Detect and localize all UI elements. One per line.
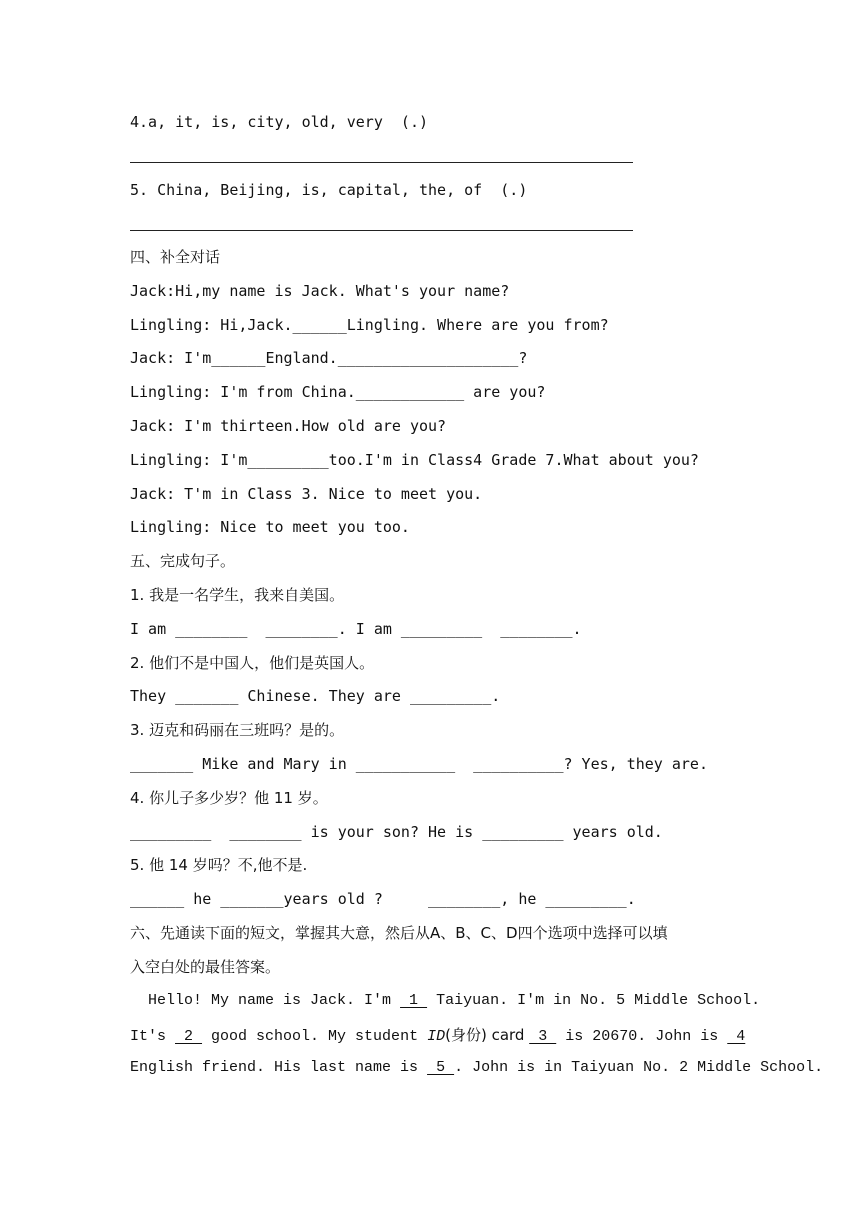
section-6-heading-cont: 入空白处的最佳答案。 [130, 958, 281, 976]
dialogue-line: Jack: I'm______England.____________________? [130, 349, 528, 367]
blank-2: 2 [175, 1028, 203, 1045]
section-6-heading: 六、先通读下面的短文，掌握其大意，然后从A、B、C、D四个选项中选择可以填 [130, 924, 668, 942]
sentence-3-chinese: 3. 迈克和码丽在三班吗？是的。 [130, 721, 345, 739]
sentence-5-english: ______ he _______years old ? ________, he _________. [130, 890, 636, 908]
sentence-4-english: _________ ________ is your son? He is _________ years old. [130, 823, 663, 841]
dialogue-line: Jack: T'm in Class 3. Nice to meet you. [130, 485, 483, 503]
section-4-heading: 四、补全对话 [130, 248, 221, 266]
sentence-1-english: I am ________ ________. I am _________ ________. [130, 620, 582, 638]
section-5-heading: 五、完成句子。 [130, 552, 236, 570]
sentence-4-chinese: 4. 你儿子多少岁？他 11 岁。 [130, 789, 328, 807]
blank-1: 1 [400, 992, 428, 1009]
dialogue-line: Lingling: Nice to meet you too. [130, 518, 410, 536]
answer-line-5 [130, 230, 633, 231]
answer-line-4 [130, 162, 633, 163]
sentence-5-chinese: 5. 他 14 岁吗？不,他不是. [130, 856, 308, 874]
blank-3: 3 [529, 1028, 557, 1045]
sentence-3-english: _______ Mike and Mary in ___________ __________? Yes, they are. [130, 755, 708, 773]
reorder-item-4: 4.a, it, is, city, old, very (.) [130, 113, 429, 131]
dialogue-line: Lingling: I'm_________too.I'm in Class4 Grade 7.What about you? [130, 451, 699, 469]
dialogue-line: Jack: I'm thirteen.How old are you? [130, 417, 447, 435]
sentence-1-chinese: 1. 我是一名学生，我来自美国。 [130, 586, 345, 604]
dialogue-line: Jack:Hi,my name is Jack. What's your name? [130, 282, 510, 300]
blank-5: 5 [427, 1059, 455, 1076]
passage-line-3: English friend. His last name is 5 . John is in Taiyuan No. 2 Middle School. [130, 1059, 824, 1076]
dialogue-line: Lingling: I'm from China.____________ are you? [130, 383, 546, 401]
dialogue-line: Lingling: Hi,Jack.______Lingling. Where are you from? [130, 316, 609, 334]
sentence-2-chinese: 2. 他们不是中国人，他们是英国人。 [130, 654, 375, 672]
reorder-item-5: 5. China, Beijing, is, capital, the, of (.) [130, 181, 528, 199]
passage-line-2: It's 2 good school. My student ID(身份) card 3 is 20670. John is 4 [130, 1026, 746, 1045]
sentence-2-english: They _______ Chinese. They are _________. [130, 687, 501, 705]
blank-4: 4 [727, 1028, 746, 1045]
passage-line-1: Hello! My name is Jack. I'm 1 Taiyuan. I'm in No. 5 Middle School. [130, 992, 761, 1009]
